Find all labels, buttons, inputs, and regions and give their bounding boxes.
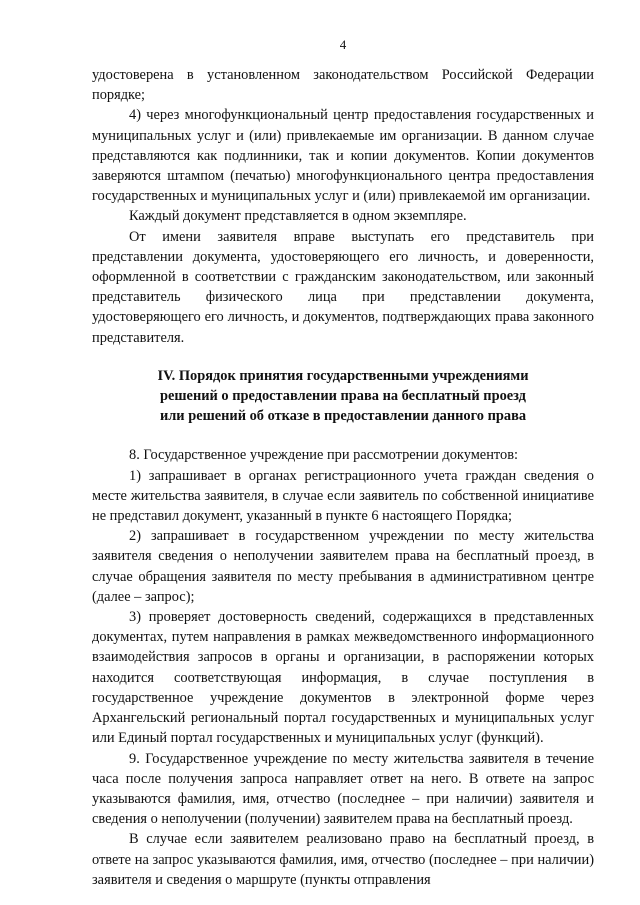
page-number: 4 bbox=[339, 37, 347, 52]
paragraph-clause-8: 8. Государственное учреждение при рассмотрении документов: bbox=[129, 447, 518, 464]
paragraph-clause-8-item-2: 2) запрашивает в государственном учреждении по месту жительства заявителя сведения о неполучении заявителем права на бесплатный проезд, в случае обращения заявителя по месту пребывания в административном центре (далее – запрос); bbox=[92, 528, 594, 605]
paragraph-clause-8-item-3: 3) проверяет достоверность сведений, содержащихся в представленных документах, путем направления в рамках межведомственного информационного взаимодействия запросов в органы и организации, в распоряжении которых находится соответствующая информация, в случае поступления в государственное учреждение документов в электронной форме через Архангельский региональный портал государственных и муниципальных услуг или Единый портал государственных и муниципальных услуг (функций). bbox=[92, 609, 594, 747]
paragraph-single-copy: Каждый документ представляется в одном экземпляре. bbox=[129, 208, 467, 225]
paragraph-law-procedure: удостоверена в установленном законодательством Российской Федерации порядке; bbox=[92, 67, 594, 104]
paragraph-item-4-mfc: 4) через многофункциональный центр предоставления государственных и муниципальных услуг и (или) привлекаемые им организации. В данном случае представляются как подлинники, так и копии документов. Копии документов заверяются штампом (печатью) многофункционального центра предоставления государственных и муниципальных услуг и (или) привлекаемой им организации. bbox=[92, 107, 594, 205]
paragraph-representative: От имени заявителя вправе выступать его представитель при представлении документа, удостоверяющего его личность, и доверенности, оформленной в соответствии с гражданским законодательством, или законный представитель физического лица при представлении документа, удостоверяющего его личность, и документов, подтверждающих права законного представителя. bbox=[92, 228, 594, 346]
paragraph-clause-8-item-1: 1) запрашивает в органах регистрационного учета граждан сведения о месте жительства заявителя, в случае если заявитель по собственной инициативе не представил документ, указанный в пункте 6 настоящего Порядка; bbox=[92, 467, 594, 525]
section-title-line-1: IV. Порядок принятия государственными учреждениями bbox=[157, 367, 529, 384]
section-title-line-2: решений о предоставлении права на бесплатный проезд bbox=[160, 388, 526, 405]
section-title bbox=[92, 366, 594, 427]
section-title-line-3: или решений об отказе в предоставлении данного права bbox=[159, 408, 527, 425]
paragraph-clause-9-route: В случае если заявителем реализовано право на бесплатный проезд, в ответе на запрос указываются фамилия, имя, отчество (последнее – при наличии) заявителя и сведения о маршруте (пункты отправления bbox=[92, 831, 594, 888]
paragraph-clause-9: 9. Государственное учреждение по месту жительства заявителя в течение часа после получения запроса направляет ответ на него. В ответе на запрос указываются фамилия, имя, отчество (последнее – при наличии) заявителя и сведения о неполучении (получении) заявителем права на бесплатный проезд. bbox=[92, 750, 594, 828]
